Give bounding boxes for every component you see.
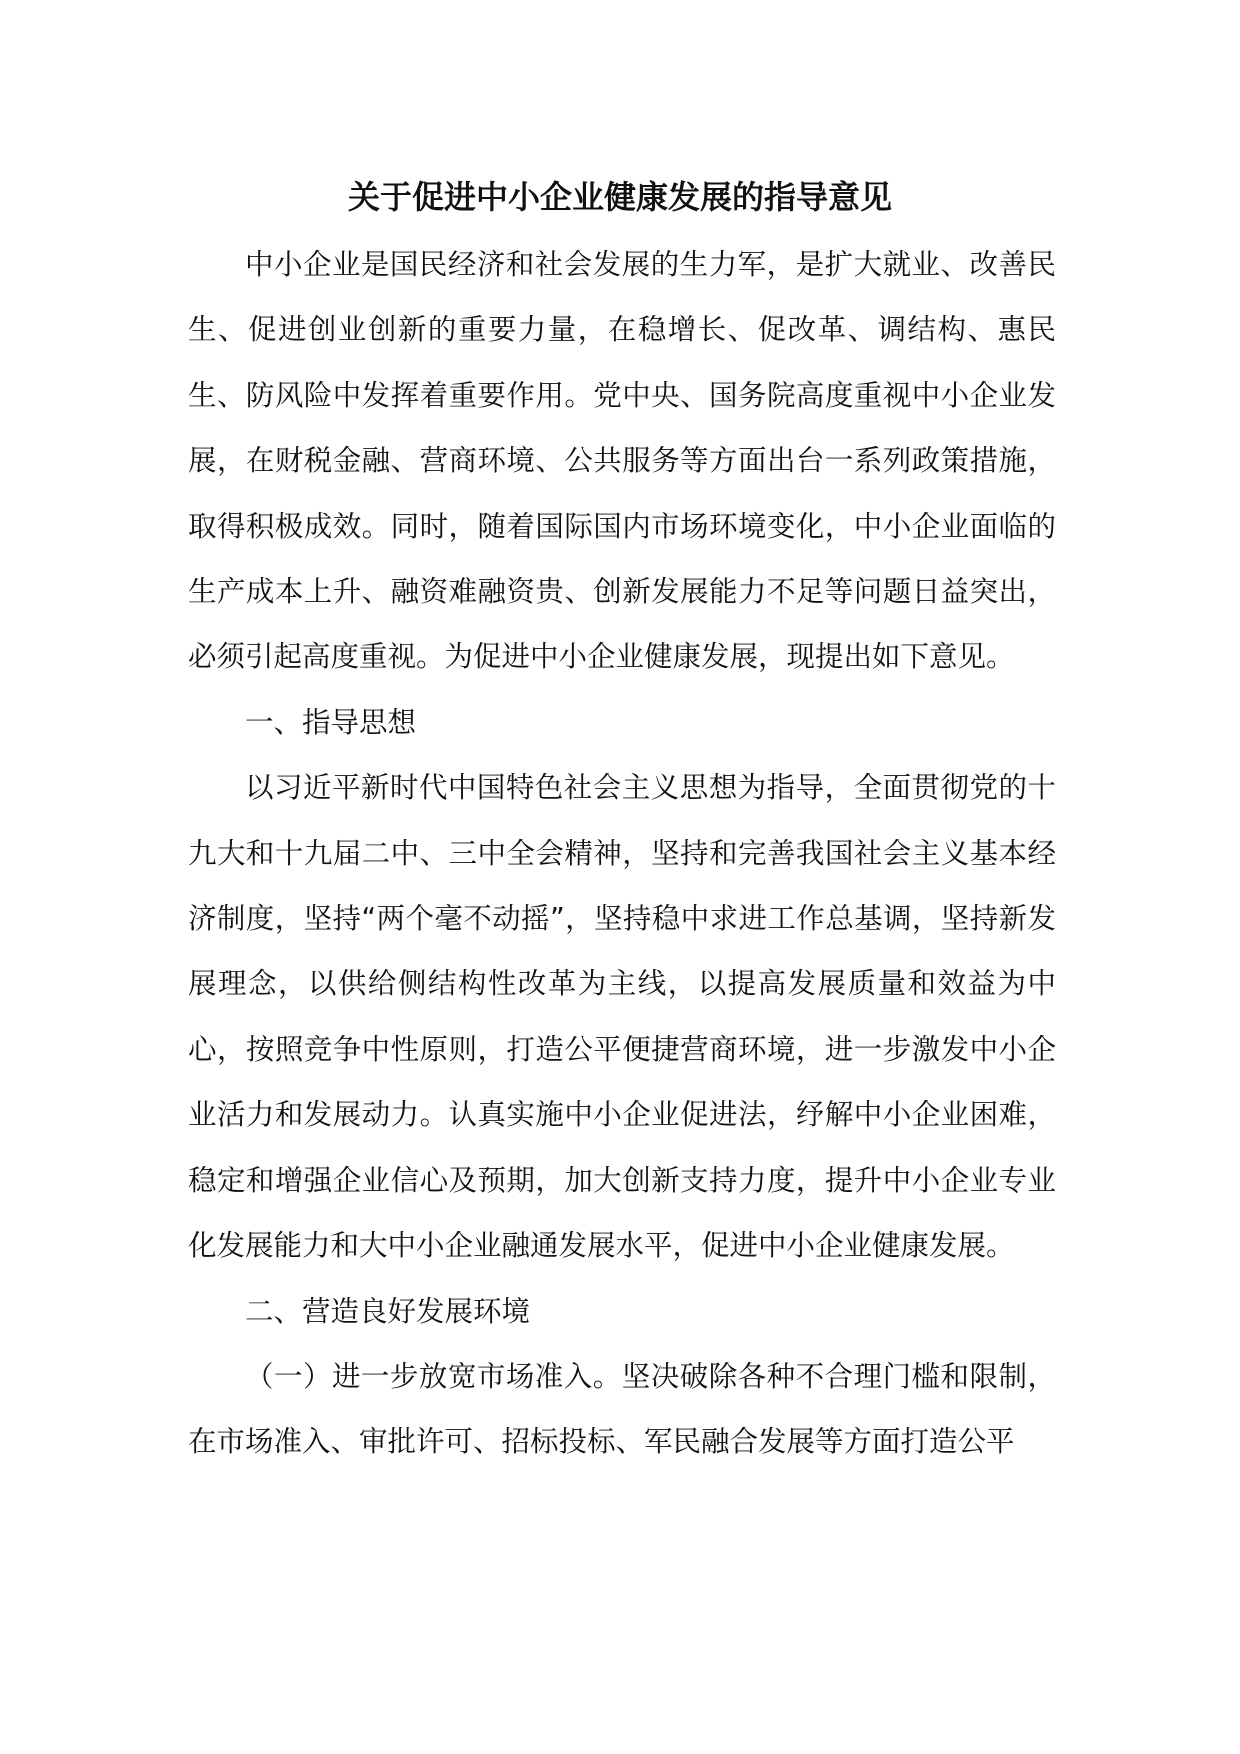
paragraph-intro: 中小企业是国民经济和社会发展的生力军，是扩大就业、改善民生、促进创业创新的重要力量，在稳增长、促改革、调结构、惠民生、防风险中发挥着重要作用。党中央、国务院高度重视中小企业发展，在财税金融、营商环境、公共服务等方面出台一系列政策措施，取得积极成效。同时，随着国际国内市场环境变化，中小企业面临的生产成本上升、融资难融资贵、创新发展能力不足等问题日益突出，必须引起高度重视。为促进中小企业健康发展，现提出如下意见。 xyxy=(188,248,1056,674)
section-heading-guiding-ideology: 一、指导思想 xyxy=(245,705,417,739)
paragraph-guiding-ideology: 以习近平新时代中国特色社会主义思想为指导，全面贯彻党的十九大和十九届二中、三中全会精神，坚持和完善我国社会主义基本经济制度，坚持“两个毫不动摇”，坚持稳中求进工作总基调，坚持新发展理念，以供给侧结构性改革为主线，以提高发展质量和效益为中心，按照竞争中性原则，打造公平便捷营商环境，进一步激发中小企业活力和发展动力。认真实施中小企业促进法，纾解中小企业困难，稳定和增强企业信心及预期，加大创新支持力度，提升中小企业专业化发展能力和大中小企业融通发展水平，促进中小企业健康发展。 xyxy=(188,771,1056,1263)
document-title: 关于促进中小企业健康发展的指导意见 xyxy=(347,178,892,216)
document-body xyxy=(188,232,1056,1475)
section-heading-environment: 二、营造良好发展环境 xyxy=(245,1294,531,1328)
paragraph-market-access: （一）进一步放宽市场准入。坚决破除各种不合理门槛和限制，在市场准入、审批许可、招标投标、军民融合发展等方面打造公平 xyxy=(188,1359,1056,1459)
